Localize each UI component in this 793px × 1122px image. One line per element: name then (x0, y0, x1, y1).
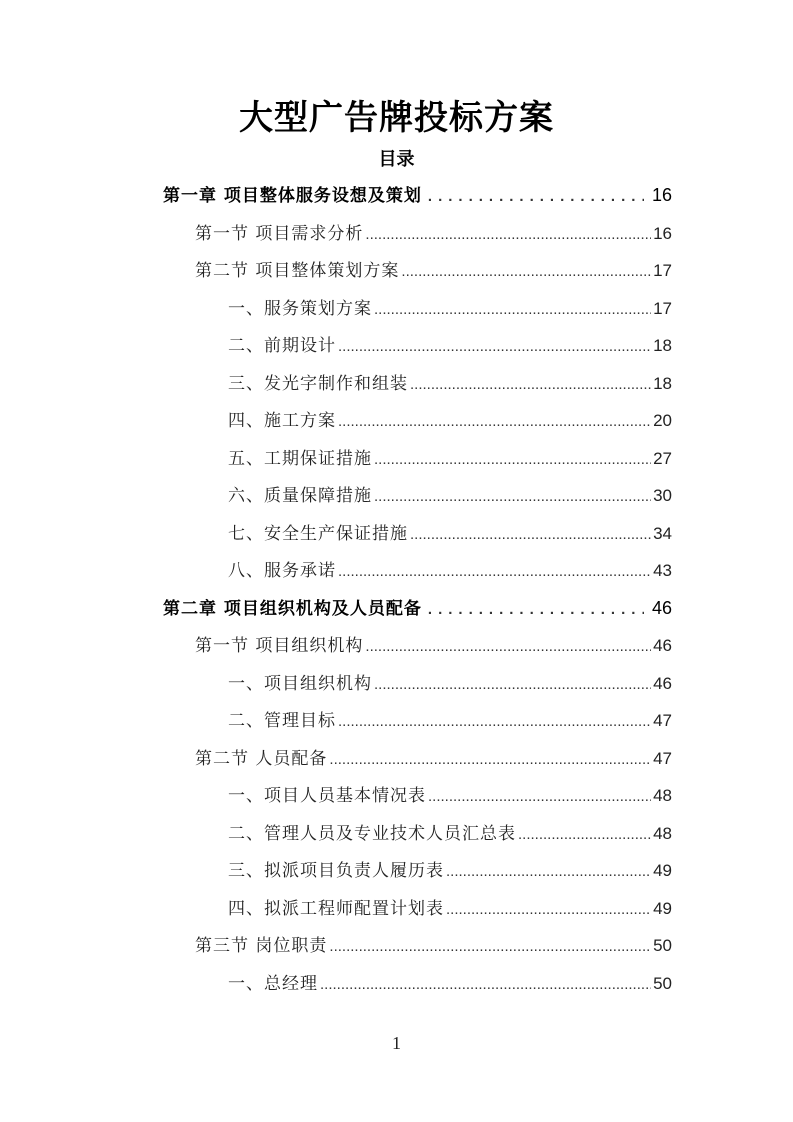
toc-entry-page: 49 (653, 899, 672, 918)
toc-entry-item[interactable] (228, 706, 672, 734)
toc-entry-page: 34 (653, 524, 672, 543)
toc-entry-section[interactable] (195, 219, 672, 247)
toc-dot-leader (446, 901, 651, 918)
toc-entry-label: 第二章 项目组织机构及人员配备 (163, 599, 422, 619)
toc-dot-leader (374, 488, 651, 505)
toc-dot-leader (338, 413, 651, 430)
toc-entry-label: 二、管理目标 (228, 711, 336, 731)
toc-entry-label: 一、总经理 (228, 974, 318, 994)
toc-entry-item[interactable] (228, 331, 672, 359)
toc-dot-leader (518, 826, 651, 843)
toc-entry-item[interactable] (228, 481, 672, 509)
toc-entry-page: 27 (653, 449, 672, 468)
toc-entry-page: 47 (653, 749, 672, 768)
toc-entry-section[interactable] (195, 744, 672, 772)
toc-dot-leader (374, 301, 651, 318)
toc-entry-page: 18 (653, 336, 672, 355)
toc-dot-leader (320, 976, 651, 993)
toc-entry-label: 五、工期保证措施 (228, 449, 372, 469)
toc-entry-label: 六、质量保障措施 (228, 486, 372, 506)
toc-entry-section[interactable] (195, 256, 672, 284)
toc-entry-item[interactable] (228, 894, 672, 922)
toc-entry-page: 48 (653, 824, 672, 843)
toc-dot-leader (338, 713, 651, 730)
toc-entry-item[interactable] (228, 969, 672, 997)
toc-heading: 目录 (378, 149, 415, 170)
toc-dot-leader (410, 526, 651, 543)
toc-dot-leader (338, 338, 651, 355)
toc-entry-page: 17 (653, 299, 672, 318)
toc-entry-section[interactable] (195, 631, 672, 659)
toc-entry-item[interactable] (228, 444, 672, 472)
toc-dot-leader (374, 451, 651, 468)
toc-entry-label: 四、拟派工程师配置计划表 (228, 899, 444, 919)
toc-dot-leader (365, 638, 651, 655)
toc-dot-leader (428, 601, 644, 618)
toc-dot-leader (410, 376, 651, 393)
toc-entry-page: 43 (653, 561, 672, 580)
toc-entry-item[interactable] (228, 406, 672, 434)
document-title: 大型广告牌投标方案 (239, 98, 554, 138)
toc-entry-label: 第一章 项目整体服务设想及策划 (163, 186, 422, 206)
toc-entry-page: 16 (653, 224, 672, 243)
toc-entry-page: 30 (653, 486, 672, 505)
toc-entry-page: 17 (653, 261, 672, 280)
toc-entry-label: 一、项目组织机构 (228, 674, 372, 694)
toc-entry-item[interactable] (228, 369, 672, 397)
toc-entry-section[interactable] (195, 931, 672, 959)
toc-dot-leader (428, 788, 651, 805)
toc-entry-item[interactable] (228, 669, 672, 697)
toc-entry-page: 49 (653, 861, 672, 880)
toc-entry-label: 第二节 人员配备 (195, 749, 328, 769)
toc-entry-label: 第三节 岗位职责 (195, 936, 328, 956)
toc-entry-page: 18 (653, 374, 672, 393)
toc-entry-label: 第一节 项目组织机构 (195, 636, 364, 656)
toc-entry-label: 四、施工方案 (228, 411, 336, 431)
toc-dot-leader (401, 263, 651, 280)
toc-entry-chapter-1[interactable] (163, 181, 672, 209)
toc-entry-label: 八、服务承诺 (228, 561, 336, 581)
toc-entry-label: 第一节 项目需求分析 (195, 224, 364, 244)
toc-entry-item[interactable] (228, 519, 672, 547)
toc-entry-label: 一、服务策划方案 (228, 299, 372, 319)
toc-entry-label: 三、发光字制作和组装 (228, 374, 408, 394)
toc-entry-label: 三、拟派项目负责人履历表 (228, 861, 444, 881)
toc-dot-leader (374, 676, 651, 693)
toc-entry-page: 46 (651, 598, 672, 618)
toc-entry-chapter-2[interactable] (163, 594, 672, 622)
toc-entry-page: 20 (653, 411, 672, 430)
toc-dot-leader (428, 188, 644, 205)
toc-dot-leader (329, 751, 651, 768)
toc-entry-item[interactable] (228, 294, 672, 322)
toc-entry-page: 47 (653, 711, 672, 730)
toc-entry-page: 50 (653, 974, 672, 993)
toc-entry-page: 46 (653, 636, 672, 655)
toc-entry-label: 二、管理人员及专业技术人员汇总表 (228, 824, 516, 844)
toc-dot-leader (338, 563, 651, 580)
toc-entry-page: 50 (653, 936, 672, 955)
toc-entry-item[interactable] (228, 856, 672, 884)
toc-entry-item[interactable] (228, 556, 672, 584)
toc-entry-page: 48 (653, 786, 672, 805)
toc-dot-leader (446, 863, 651, 880)
toc-entry-label: 七、安全生产保证措施 (228, 524, 408, 544)
toc-entry-label: 第二节 项目整体策划方案 (195, 261, 400, 281)
toc-entry-item[interactable] (228, 781, 672, 809)
page-number: 1 (392, 1033, 401, 1053)
toc-dot-leader (365, 226, 651, 243)
toc-entry-page: 46 (653, 674, 672, 693)
toc-entry-item[interactable] (228, 819, 672, 847)
toc-entry-label: 二、前期设计 (228, 336, 336, 356)
toc-entry-label: 一、项目人员基本情况表 (228, 786, 426, 806)
toc-dot-leader (329, 938, 651, 955)
toc-entry-page: 16 (651, 185, 672, 205)
